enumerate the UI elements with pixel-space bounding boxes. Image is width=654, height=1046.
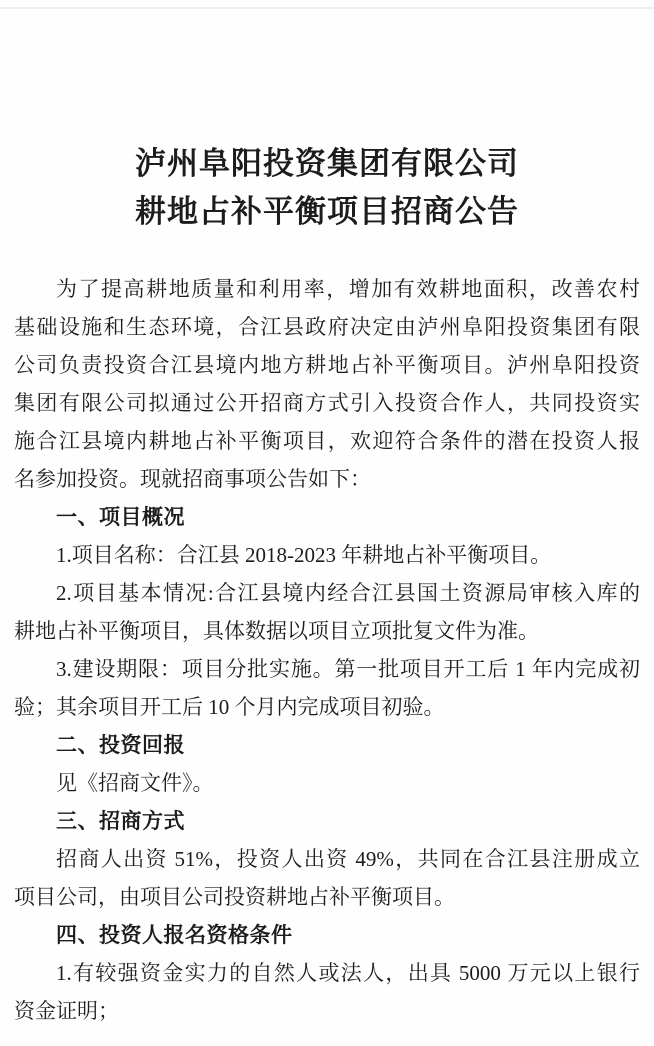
section-1-item-2-line: 耕地占补平衡项目，具体数据以项目立项批复文件为准。: [14, 619, 539, 643]
section-3-body-line: 招商人出资 51%，投资人出资 49%，共同在合江县注册成立: [56, 847, 640, 871]
section-4-body-line: 1.有较强资金实力的自然人或法人，出具 5000 万元以上银行: [56, 961, 640, 985]
section-1-heading: 一、项目概况: [56, 505, 185, 529]
document-title-line-2: 耕地占补平衡项目招商公告: [135, 194, 519, 229]
intro-paragraph-line: 施合江县境内耕地占补平衡项目，欢迎符合条件的潜在投资人报: [14, 429, 640, 453]
document-title-line-1: 泸州阜阳投资集团有限公司: [135, 146, 519, 181]
intro-paragraph-line: 为了提高耕地质量和利用率，增加有效耕地面积，改善农村: [56, 277, 640, 301]
section-2-heading: 二、投资回报: [56, 733, 185, 757]
section-1-item-3-line: 3.建设期限：项目分批实施。第一批项目开工后 1 年内完成初: [56, 657, 640, 681]
section-4-body-line: 资金证明；: [14, 999, 119, 1023]
section-1-item-2-line: 2.项目基本情况:合江县境内经合江县国土资源局审核入库的: [56, 581, 640, 605]
scan-edge-artifact: [0, 7, 654, 9]
section-3-body-line: 项目公司，由项目公司投资耕地占补平衡项目。: [14, 885, 455, 909]
intro-paragraph-line: 集团有限公司拟通过公开招商方式引入投资合作人，共同投资实: [14, 391, 640, 415]
intro-paragraph-line: 公司负责投资合江县境内地方耕地占补平衡项目。泸州阜阳投资: [14, 353, 640, 377]
section-2-body-line: 见《招商文件》。: [56, 771, 214, 795]
intro-paragraph-line: 名参加投资。现就招商事项公告如下：: [14, 467, 371, 491]
section-4-heading: 四、投资人报名资格条件: [56, 923, 293, 947]
document-body: [0, 270, 654, 1030]
section-1-item-1-line: 1.项目名称：合江县 2018-2023 年耕地占补平衡项目。: [56, 543, 552, 567]
intro-paragraph-line: 基础设施和生态环境，合江县政府决定由泸州阜阳投资集团有限: [14, 315, 640, 339]
section-3-heading: 三、招商方式: [56, 809, 185, 833]
document-title: [0, 0, 654, 236]
section-1-item-3-line: 验；其余项目开工后 10 个月内完成项目初验。: [14, 695, 445, 719]
